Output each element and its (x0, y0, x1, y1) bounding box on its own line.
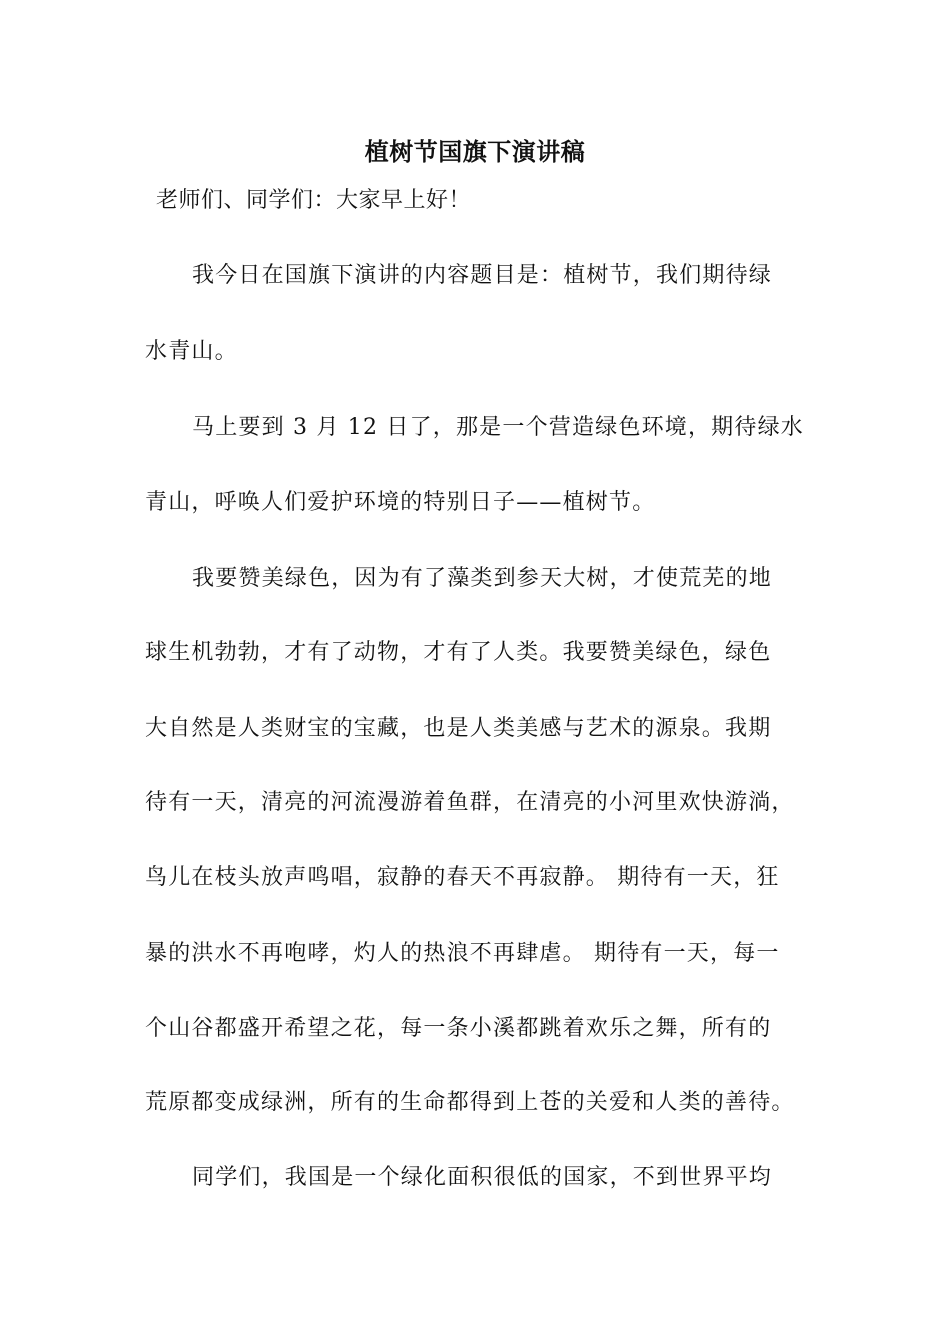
paragraph-line: 马上要到 3 月 12 日了，那是一个营造绿色环境，期待绿水 (192, 415, 804, 440)
paragraph-line: 荒原都变成绿洲，所有的生命都得到上苍的关爱和人类的善待。 (145, 1090, 795, 1115)
paragraph-line: 我要赞美绿色，因为有了藻类到参天大树，才使荒芜的地 (192, 566, 773, 591)
paragraph-line: 鸟儿在枝头放声鸣唱，寂静的春天不再寂静。 期待有一天，狂 (145, 865, 780, 890)
paragraph-line: 待有一天，清亮的河流漫游着鱼群，在清亮的小河里欢快游淌， (145, 790, 795, 815)
paragraph-line: 球生机勃勃，才有了动物，才有了人类。我要赞美绿色，绿色 (145, 640, 772, 665)
greeting-line: 老师们、同学们：大家早上好！ (156, 188, 472, 213)
paragraph-line: 我今日在国旗下演讲的内容题目是：植树节，我们期待绿 (192, 263, 773, 288)
paragraph-line: 个山谷都盛开希望之花，每一条小溪都跳着欢乐之舞，所有的 (145, 1016, 772, 1041)
paragraph-line: 大自然是人类财宝的宝藏，也是人类美感与艺术的源泉。我期 (145, 716, 772, 741)
paragraph-line: 暴的洪水不再咆哮，灼人的热浪不再肆虐。 期待有一天，每一 (145, 941, 780, 966)
paragraph-line: 水青山。 (145, 339, 238, 364)
document-title: 植树节国旗下演讲稿 (364, 137, 586, 166)
paragraph-line: 青山，呼唤人们爱护环境的特别日子——植树节。 (145, 490, 656, 515)
paragraph-line: 同学们，我国是一个绿化面积很低的国家，不到世界平均 (192, 1165, 773, 1190)
